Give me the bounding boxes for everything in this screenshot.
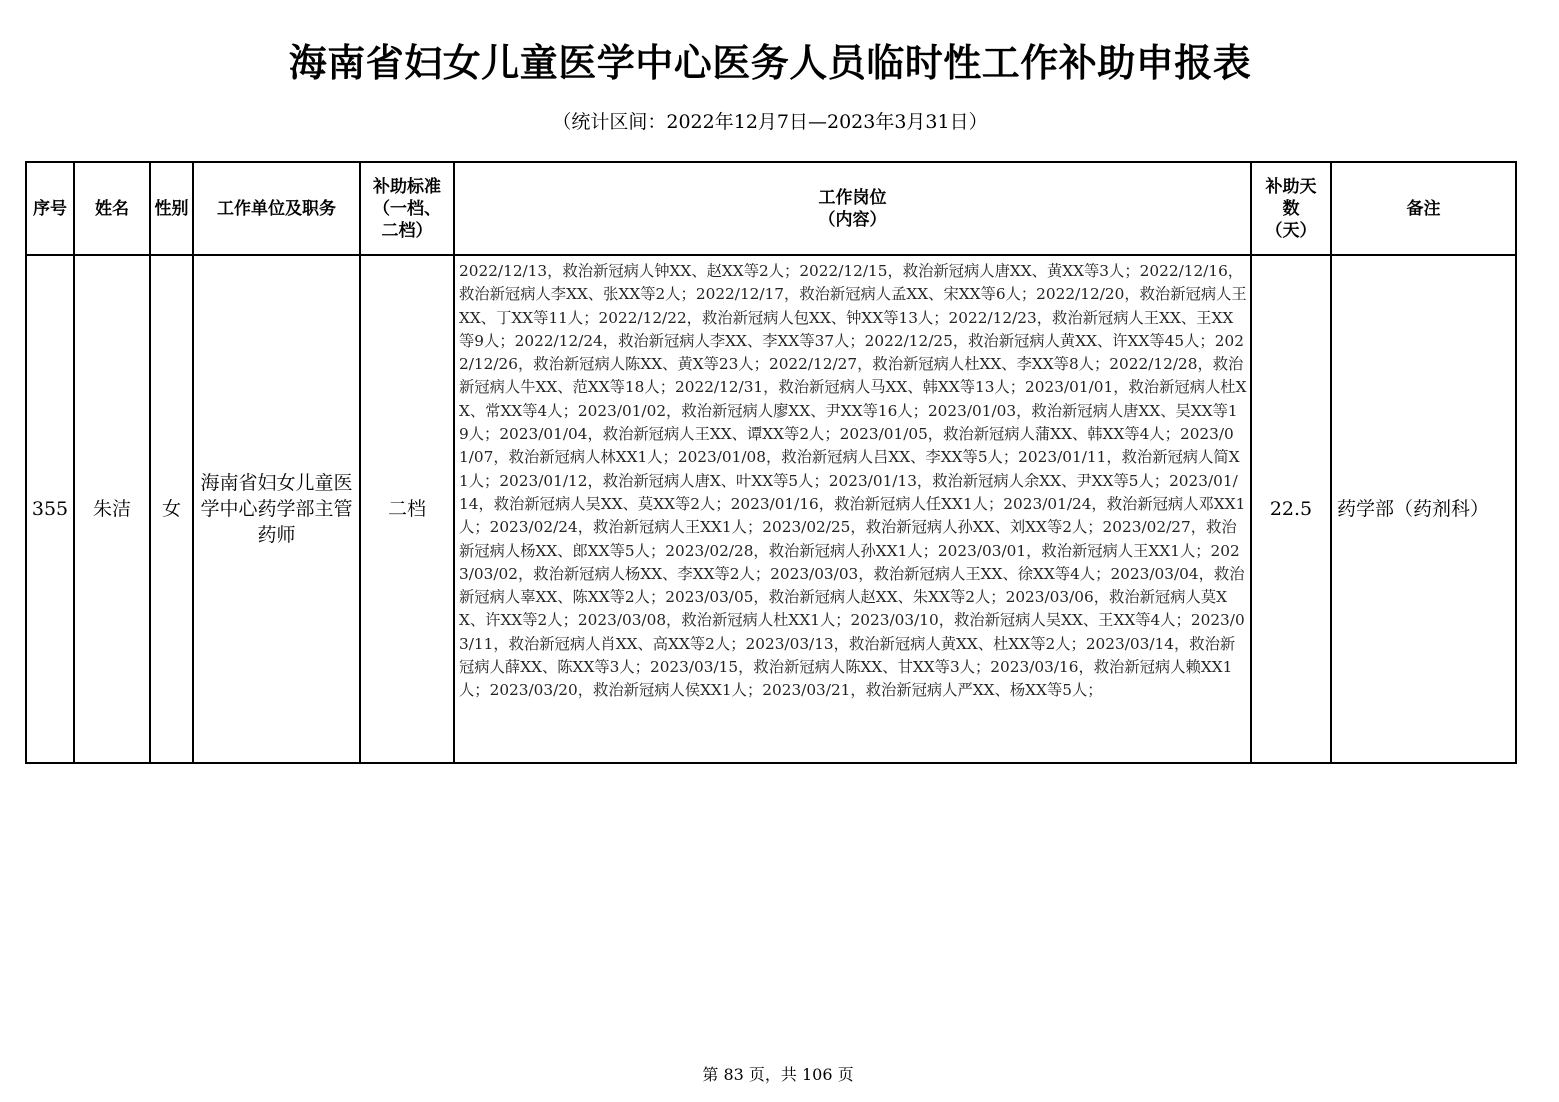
cell-post-content [454, 255, 1251, 763]
header-unit: 工作单位及职务 [193, 162, 360, 255]
cell-days: 22.5 [1251, 255, 1331, 763]
header-gender: 性别 [150, 162, 193, 255]
header-seq: 序号 [26, 162, 74, 255]
header-post-line1: 工作岗位 [818, 187, 887, 208]
subsidy-report-table [25, 161, 1517, 764]
page-title: 海南省妇女儿童医学中心医务人员临时性工作补助申报表 [288, 41, 1252, 85]
header-days-line3: （天） [1265, 220, 1317, 241]
cell-name: 朱洁 [74, 255, 150, 763]
header-days [1251, 162, 1331, 255]
header-post-line2: （内容） [818, 209, 887, 230]
header-standard [360, 162, 454, 255]
cell-note: 药学部（药剂科） [1331, 255, 1516, 763]
header-standard-line3: 二档） [381, 220, 433, 241]
cell-unit [193, 255, 360, 763]
statistics-period: （统计区间：2022年12月7日—2023年3月31日） [552, 111, 988, 133]
cell-seq: 355 [26, 255, 74, 763]
header-name: 姓名 [74, 162, 150, 255]
header-days-line2: 数 [1282, 198, 1300, 219]
header-standard-line2: （一档、 [373, 198, 441, 219]
post-content-text: 2022/12/13，救治新冠病人钟XX、赵XX等2人；2022/12/15，救治新冠病人唐XX、黄XX等3人；2022/12/16，救治新冠病人李XX、张XX等2人；2022/12/17，救治新冠病人孟XX、宋XX等6人；2022/12/20，救治新冠病人王XX、丁XX等11人；2022/12/22，救治新冠病人包XX、钟XX等13人；2022/12/23，救治新冠病人王XX、王XX等9人；2022/12/24，救治新冠病人李XX、李XX等37人；2022/12/25，救治新冠病人黄XX、许XX等45人；2022/12/26，救治新冠病人陈XX、黄X等23人；2022/12/27，救治新冠病人杜XX、李XX等8人；2022/12/28，救治新冠病人牛XX、范XX等18人；2022/12/31，救治新冠病人马XX、韩XX等13人；2023/01/01，救治新冠病人杜XX、常XX等4人；2023/01/02，救治新冠病人廖XX、尹XX等16人；2023/01/03，救治新冠病人唐XX、吴XX等19人；2023/01/04，救治新冠病人王XX、谭XX等2人；2023/01/05，救治新冠病人蒲XX、韩XX等4人；2023/01/07，救治新冠病人林XX1人；2023/01/08，救治新冠病人吕XX、李XX等5人；2023/01/11，救治新冠病人简X1人；2023/01/12，救治新冠病人唐X、叶XX等5人；2023/01/13，救治新冠病人余XX、尹XX等5人；2023/01/14，救治新冠病人吴XX、莫XX等2人；2023/01/16，救治新冠病人任XX1人；2023/01/24，救治新冠病人邓XX1人；2023/02/24，救治新冠病人王XX1人；2023/02/25，救治新冠病人孙XX、刘XX等2人；2023/02/27，救治新冠病人杨XX、郎XX等5人；2023/02/28，救治新冠病人孙XX1人；2023/03/01，救治新冠病人王XX1人；2023/03/02，救治新冠病人杨XX、李XX等2人；2023/03/03，救治新冠病人王XX、徐XX等4人；2023/03/04，救治新冠病人辜XX、陈XX等2人；2023/03/05，救治新冠病人赵XX、朱XX等2人；2023/03/06，救治新冠病人莫XX、许XX等2人；2023/03/08，救治新冠病人杜XX1人；2023/03/10，救治新冠病人吴XX、王XX等4人；2023/03/11，救治新冠病人肖XX、高XX等2人；2023/03/13，救治新冠病人黄XX、杜XX等2人；2023/03/14，救治新冠病人薛XX、陈XX等3人；2023/03/15，救治新冠病人陈XX、甘XX等3人；2023/03/16，救治新冠病人赖XX1人；2023/03/20，救治新冠病人侯XX1人；2023/03/21，救治新冠病人严XX、杨XX等5人； [459, 262, 1247, 700]
cell-unit-text: 海南省妇女儿童医学中心药学部主管药师 [200, 472, 353, 546]
header-post [454, 162, 1251, 255]
header-days-line1: 补助天 [1265, 176, 1317, 197]
header-standard-line1: 补助标准 [373, 176, 441, 197]
cell-standard: 二档 [360, 255, 454, 763]
cell-gender: 女 [150, 255, 193, 763]
table-row [26, 255, 1516, 763]
page-number: 第 83 页，共 106 页 [702, 1065, 854, 1084]
header-note: 备注 [1331, 162, 1516, 255]
table-header-row [26, 162, 1516, 255]
